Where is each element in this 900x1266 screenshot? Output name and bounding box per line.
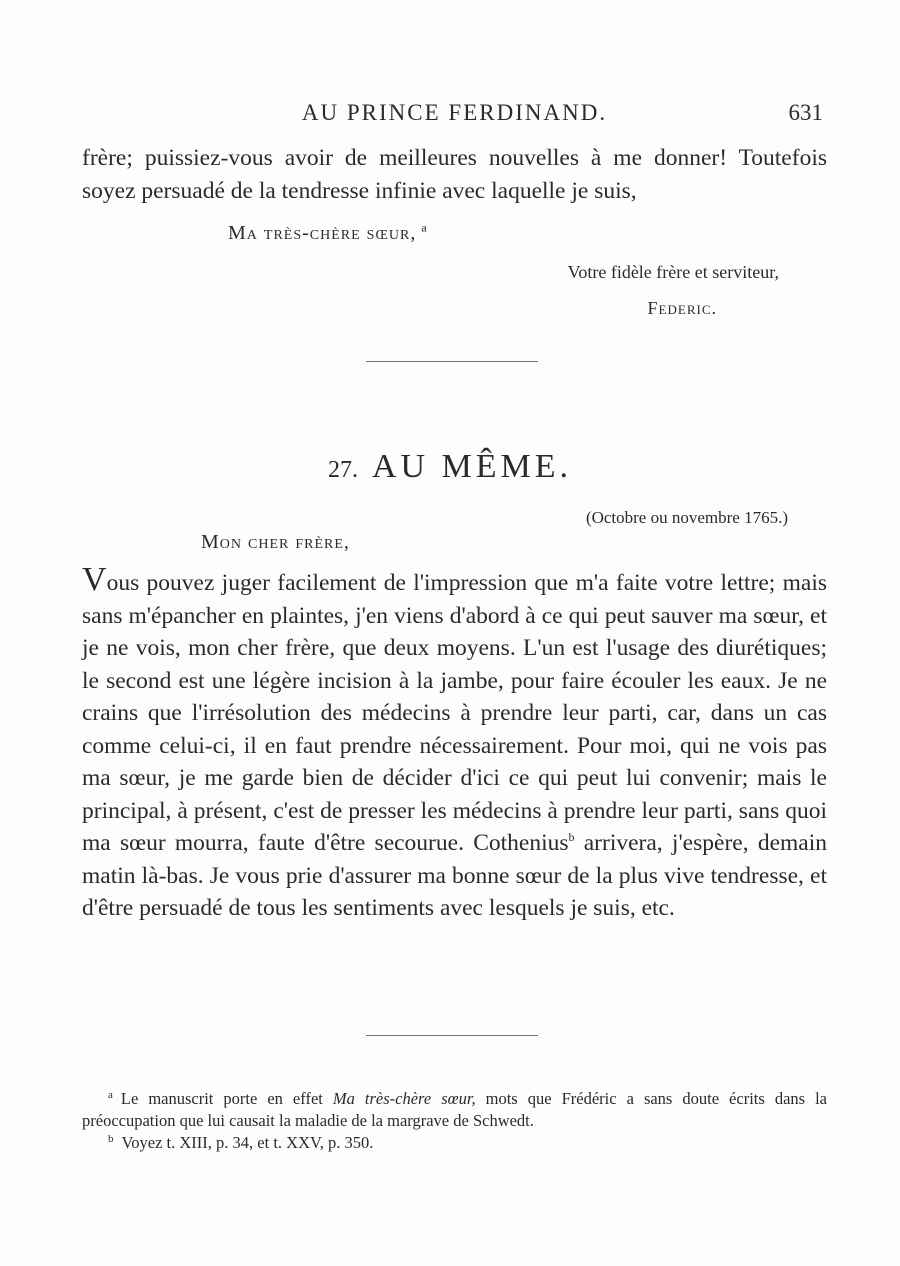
footnote-a <box>82 1088 827 1132</box>
letter-salutation: Mon cher frère, <box>201 531 350 553</box>
continuation-paragraph: frère; puissiez-vous avoir de meilleures nouvelles à me donner! Toutefois soyez persuadé de la tendresse infinie avec laquelle je suis, <box>82 145 827 204</box>
footnote-text: Voyez t. XIII, p. 34, et t. XXV, p. 350. <box>121 1133 374 1152</box>
letter-number: 27. <box>327 457 358 483</box>
section-divider <box>366 361 538 362</box>
letter-text-part1: ous pouvez juger facilement de l'impression que m'a faite votre lettre; mais sans m'épancher en plaintes, j'en viens d'abord à ce qui peut sauver ma sœur, et je ne vois, mon cher frère, que deux moyens. L'un est l'usage des diurétiques; le second est une légère incision à la jambe, pour faire écouler les eaux. Je ne crains que l'irrésolution des médecins à prendre leur parti, car, dans un cas comme celui-ci, il en faut prendre nécessairement. Pour moi, qui ne vois pas ma sœur, je me garde bien de décider d'ici ce qui peut lui convenir; mais le principal, à présent, c'est de presser les médecins à prendre leur parti, sans quoi ma sœur mourra, faute d'être secourue. Cothenius <box>82 570 827 856</box>
letter-title: AU MÊME. <box>371 448 573 485</box>
letter-body <box>82 561 827 925</box>
drop-cap: V <box>82 561 107 598</box>
section-divider <box>366 1035 538 1036</box>
footnote-b <box>82 1132 827 1154</box>
signature: Federic. <box>647 298 717 318</box>
footnote-mark: b <box>108 1132 114 1145</box>
footnote-mark: a <box>108 1088 113 1101</box>
closing-salutation <box>228 222 427 245</box>
footnote-ref-b: b <box>568 830 575 845</box>
letter-text-part2: arrivera, j'espère, demain matin là-bas. Je vous prie d'assurer ma bonne sœur de la plus vive tendresse, et d'être persuadé de tous les sentiments avec lesquels je suis, etc. <box>82 830 827 921</box>
footnote-italic: Ma très-chère sœur, <box>332 1089 476 1108</box>
running-title: AU PRINCE FERDINAND. <box>301 100 608 125</box>
letter-heading <box>0 448 900 486</box>
previous-letter-continuation <box>82 142 827 207</box>
footnote-ref-a: a <box>421 220 427 235</box>
running-head <box>82 98 827 132</box>
closing-salutation-text: Ma très-chère sœur, <box>228 222 417 244</box>
valediction: Votre fidèle frère et serviteur, <box>567 262 779 282</box>
footnote-text: Le manuscrit porte en effet <box>120 1089 333 1108</box>
letter-paragraph <box>82 561 827 925</box>
letter-date: (Octobre ou novembre 1765.) <box>585 508 788 527</box>
footnotes <box>82 1088 827 1154</box>
footnote-text: mots que Frédéric a sans doute écrits dans la préoccupation que lui causait la maladie de la margrave de Schwedt. <box>82 1089 827 1130</box>
page-number: 631 <box>788 100 823 125</box>
